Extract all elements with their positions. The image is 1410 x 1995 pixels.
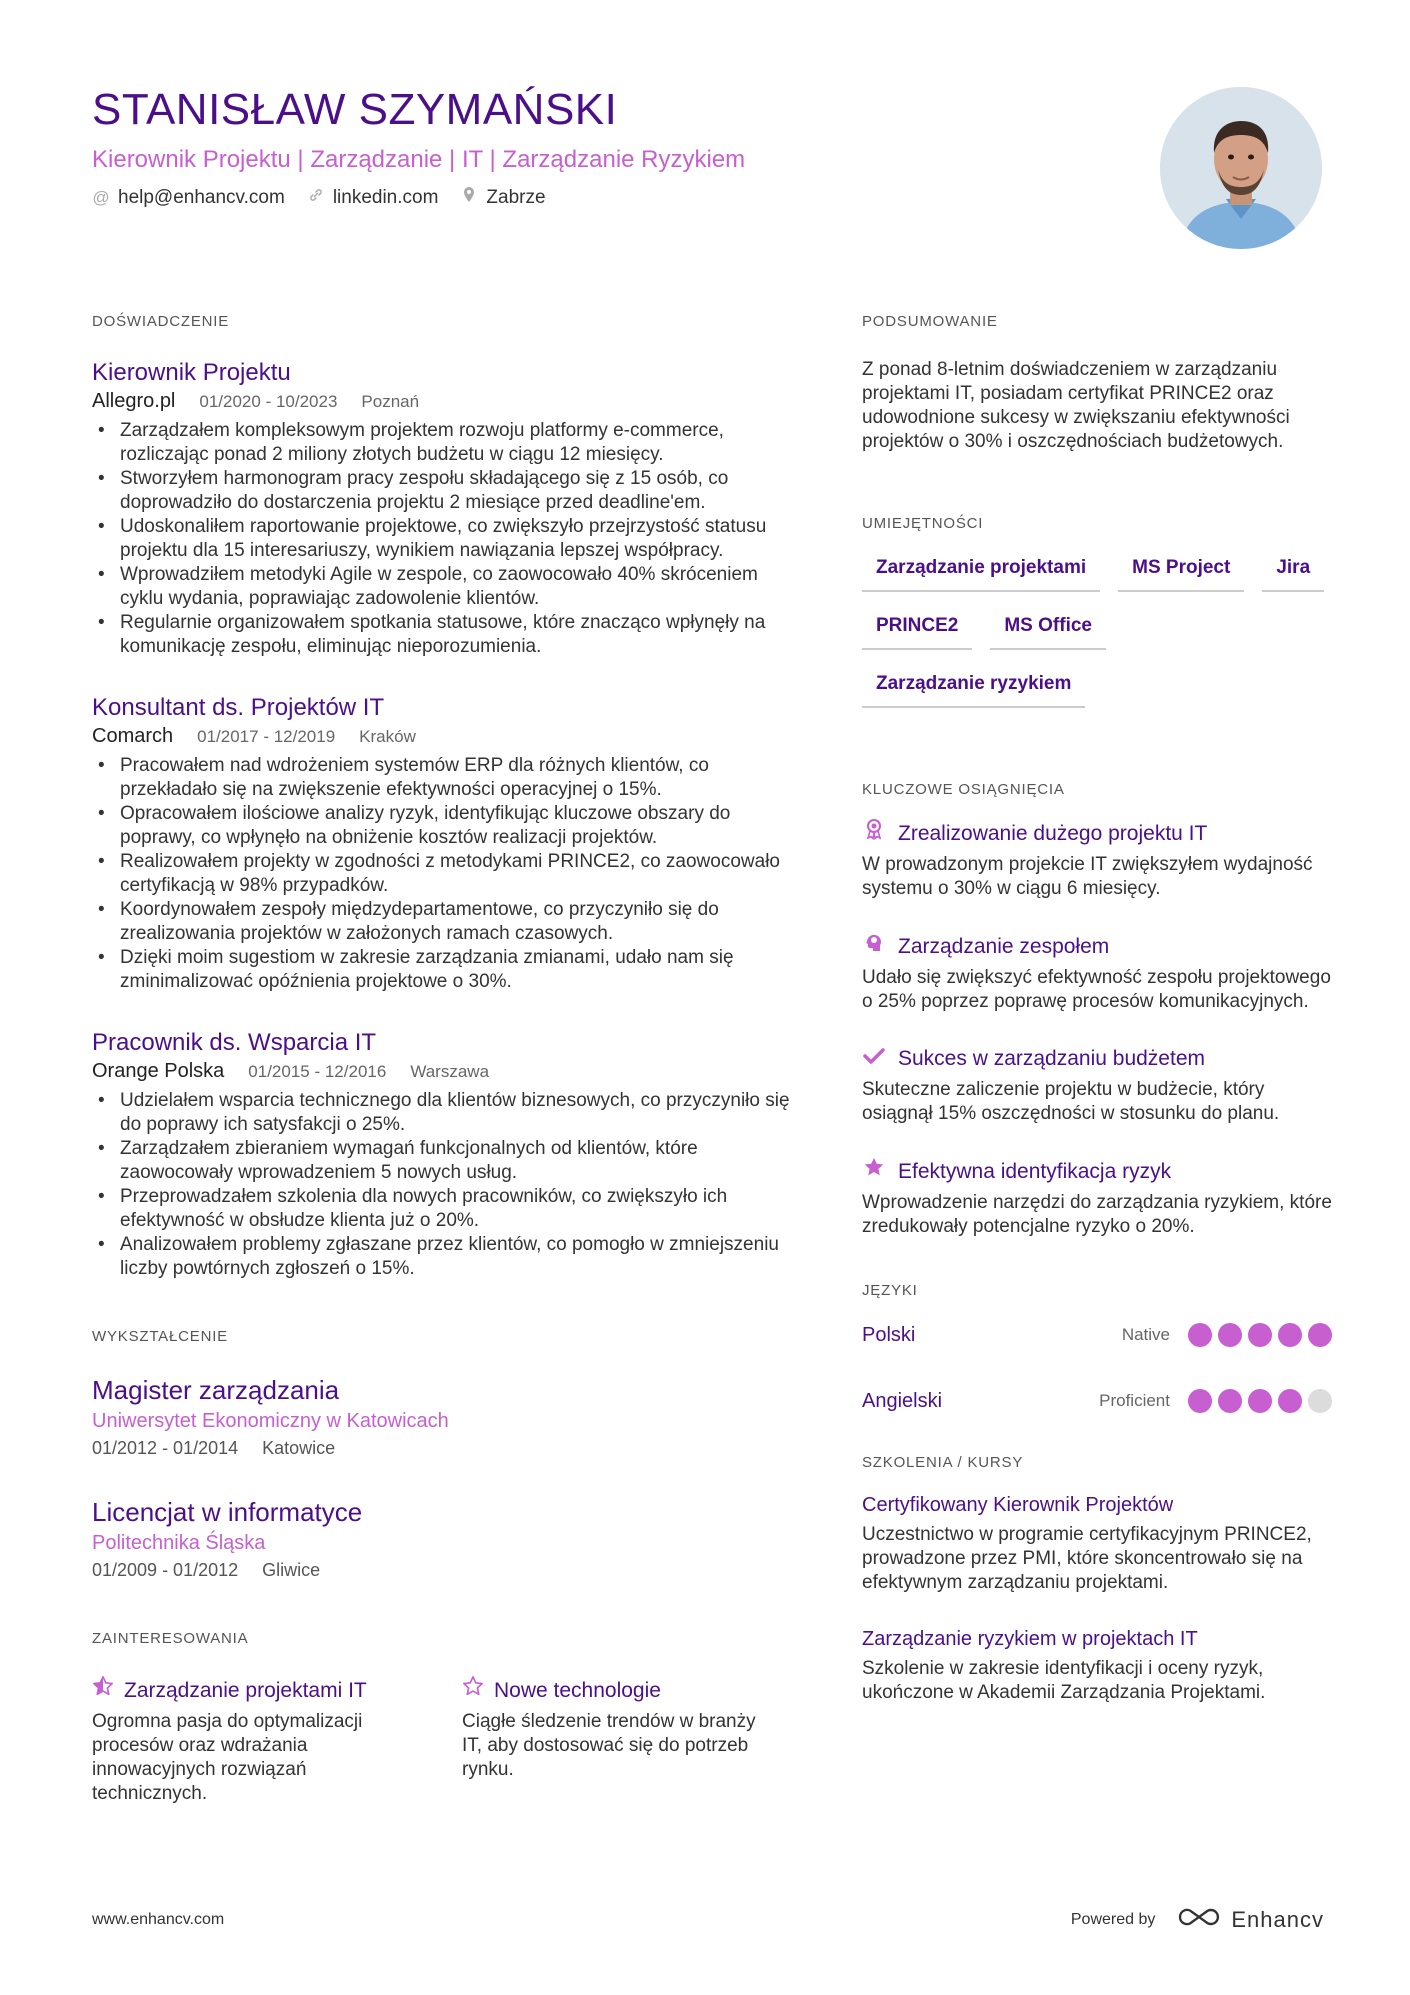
award-icon (862, 818, 886, 849)
course-desc: Szkolenie w zakresie identyfikacji i oceny ryzyk, ukończone w Akademii Zarządzania Projektami. (862, 1658, 1266, 1703)
interest-title: Nowe technologie (494, 1678, 661, 1702)
edu-school: Politechnika Śląska (92, 1532, 266, 1554)
achievement-item (862, 1044, 1332, 1126)
achievement-title: Zrealizowanie dużego projektu IT (898, 821, 1208, 845)
job-title: Konsultant ds. Projektów IT (92, 694, 385, 721)
at-icon: @ (92, 187, 110, 207)
left-column (92, 310, 792, 1850)
job-meta (92, 723, 792, 750)
brand-name: Enhancv (1231, 1907, 1324, 1932)
job-entry (92, 358, 792, 659)
interest-item (92, 1675, 402, 1806)
achievement-item (862, 931, 1332, 1014)
section-title-achievements: KLUCZOWE OSIĄGNIĘCIA (862, 781, 1065, 798)
edu-location: Katowice (262, 1438, 336, 1458)
course-item (862, 1491, 1332, 1595)
section-title-summary: PODSUMOWANIE (862, 313, 998, 330)
interest-title-row (92, 1675, 402, 1706)
achievements-section (862, 778, 1332, 1239)
bullet-item: • Realizowałem projekty w zgodności z metodykami PRINCE2, co zaowocowało certyfikacją w 98% przypadków. (92, 850, 792, 898)
skills-list (862, 548, 1332, 708)
education-section (92, 1325, 792, 1583)
job-location: Warszawa (410, 1062, 490, 1081)
right-column (862, 310, 1332, 1749)
language-rating (1188, 1389, 1332, 1413)
powered-by-text: Powered by (1070, 1911, 1156, 1928)
candidate-name: STANISŁAW SZYMAŃSKI (92, 85, 618, 134)
bullet-item: • Pracowałem nad wdrożeniem systemów ERP dla różnych klientów, co przekładało się na zwiększenie efektywności operacyjnej o 15%. (92, 754, 792, 802)
section-title-courses: SZKOLENIA / KURSY (862, 1454, 1024, 1471)
skill-tag: MS Project (1118, 548, 1244, 592)
edu-meta (92, 1557, 792, 1583)
bullet-item: • Dzięki moim sugestiom w zakresie zarządzania zmianami, udało nam się zminimalizować opóźnienia projektowe o 30%. (92, 946, 792, 994)
job-dates: 01/2020 - 10/2023 (199, 392, 338, 411)
language-name: Angielski (862, 1389, 943, 1412)
bullet-item: • Przeprowadzałem szkolenia dla nowych pracowników, co zwiększyło ich efektywność w obsłudze klienta już o 20%. (92, 1185, 792, 1233)
star-half-icon (92, 1675, 114, 1706)
bullet-item: • Regularnie organizowałem spotkania statusowe, które znacząco wpłynęły na komunikację zespołu, eliminując nieporozumienia. (92, 611, 792, 659)
section-title-experience: DOŚWIADCZENIE (92, 313, 230, 330)
rating-dot-empty (1308, 1389, 1332, 1413)
bullet-item: • Stworzyłem harmonogram pracy zespołu składającego się z 15 osób, co doprowadziło do dostarczenia projektu 2 miesiące przed deadline'em. (92, 467, 792, 515)
brand-logo (1177, 1905, 1324, 1935)
head-brain-icon (862, 931, 886, 962)
location-text: Zabrze (486, 186, 546, 208)
bullet-item: • Zarządzałem kompleksowym projektem rozwoju platformy e-commerce, rozliczając ponad 2 miliony złotych budżetu w ciągu 12 miesięcy. (92, 419, 792, 467)
rating-dot-filled (1248, 1323, 1272, 1347)
skill-tag: PRINCE2 (862, 606, 972, 650)
job-bullets (92, 419, 792, 659)
enhancv-logo-icon (1177, 1905, 1221, 1935)
edu-school: Uniwersytet Ekonomiczny w Katowicach (92, 1410, 449, 1432)
language-level: Native (1121, 1325, 1170, 1344)
section-title-education: WYKSZTAŁCENIE (92, 1328, 228, 1345)
footer (92, 1905, 1324, 1935)
course-title: Certyfikowany Kierownik Projektów (862, 1494, 1174, 1516)
language-level: Proficient (1099, 1391, 1170, 1410)
skill-tag: MS Office (990, 606, 1106, 650)
job-title: Kierownik Projektu (92, 359, 291, 386)
language-item (862, 1315, 1332, 1355)
course-title: Zarządzanie ryzykiem w projektach IT (862, 1628, 1198, 1650)
language-rating (1188, 1323, 1332, 1347)
interest-title: Zarządzanie projektami IT (124, 1678, 367, 1702)
star-icon (862, 1156, 886, 1187)
skill-tag: Zarządzanie ryzykiem (862, 664, 1085, 708)
education-entry (92, 1495, 792, 1583)
interest-title-row (462, 1675, 772, 1706)
section-title-languages: JĘZYKI (862, 1282, 918, 1299)
job-dates: 01/2017 - 12/2019 (197, 727, 336, 746)
achievement-desc: Skuteczne zaliczenie projektu w budżecie, który osiągnął 15% oszczędności w stosunku do planu. (862, 1079, 1280, 1124)
interest-desc: Ogromna pasja do optymalizacji procesów oraz wdrażania innowacyjnych rozwiązań technicznych. (92, 1711, 363, 1804)
link-icon (307, 187, 325, 208)
rating-dot-filled (1188, 1389, 1212, 1413)
location-pin-icon (460, 186, 478, 209)
skill-tag: Jira (1262, 548, 1324, 592)
education-entry (92, 1373, 792, 1461)
achievement-title-row (862, 931, 1332, 962)
job-title: Pracownik ds. Wsparcia IT (92, 1029, 377, 1056)
achievement-title-row (862, 1156, 1332, 1187)
checkmark-icon (862, 1044, 886, 1074)
footer-url[interactable]: www.enhancv.com (92, 1911, 225, 1928)
job-company: Allegro.pl (92, 390, 176, 412)
rating-dot-filled (1218, 1389, 1242, 1413)
bullet-item: • Udoskonaliłem raportowanie projektowe, co zwiększyło przejrzystość statusu projektu dla 15 interesariuszy, wynikiem nawiązania lepszej współpracy. (92, 515, 792, 563)
achievement-title: Sukces w zarządzaniu budżetem (898, 1047, 1205, 1070)
bullet-item: • Zarządzałem zbieraniem wymagań funkcjonalnych od klientów, które zaowocowały wprowadzeniem 5 nowych usług. (92, 1137, 792, 1185)
edu-location: Gliwice (262, 1560, 321, 1580)
interests-section (92, 1627, 792, 1806)
job-location: Poznań (361, 392, 420, 411)
email-text: help@enhancv.com (118, 186, 285, 208)
languages-section (862, 1279, 1332, 1421)
language-item (862, 1381, 1332, 1421)
bullet-item: • Wprowadziłem metodyki Agile w zespole, co zaowocowało 40% skróceniem cyklu wydania, poprawiając zadowolenie klientów. (92, 563, 792, 611)
job-company: Orange Polska (92, 1060, 225, 1082)
interests-list (92, 1675, 792, 1806)
linkedin-text: linkedin.com (332, 186, 439, 208)
bullet-item: • Koordynowałem zespoły międzydepartamentowe, co przyczyniło się do zrealizowania projektów w założonych ramach czasowych. (92, 898, 792, 946)
achievement-title: Zarządzanie zespołem (898, 934, 1110, 958)
edu-dates: 01/2012 - 01/2014 (92, 1438, 239, 1458)
rating-dot-filled (1278, 1389, 1302, 1413)
achievement-desc: W prowadzonym projekcie IT zwiększyłem wydajność systemu o 30% w ciągu 6 miesięcy. (862, 854, 1313, 899)
footer-branding (1071, 1905, 1324, 1935)
rating-dot-filled (1278, 1323, 1302, 1347)
achievement-desc: Wprowadzenie narzędzi do zarządzania ryzykiem, które zredukowały potencjalne ryzyko o 20%. (862, 1192, 1332, 1237)
course-item (862, 1625, 1332, 1705)
course-desc: Uczestnictwo w programie certyfikacyjnym PRINCE2, prowadzone przez PMI, które skoncentrowało się na efektywnym zarządzaniu projektami. (862, 1524, 1312, 1593)
language-name: Polski (862, 1323, 916, 1346)
bullet-item: • Analizowałem problemy zgłaszane przez klientów, co pomogło w zmniejszeniu liczby powtórnych zgłoszeń o 15%. (92, 1233, 792, 1281)
edu-meta (92, 1435, 792, 1461)
interest-item (462, 1675, 772, 1806)
star-outline-icon (462, 1675, 484, 1706)
job-location: Kraków (359, 727, 416, 746)
skills-section (862, 512, 1332, 708)
achievement-item (862, 818, 1332, 901)
achievement-item (862, 1156, 1332, 1239)
interest-desc: Ciągłe śledzenie trendów w branży IT, aby dostosować się do potrzeb rynku. (462, 1711, 756, 1780)
edu-dates: 01/2009 - 01/2012 (92, 1560, 239, 1580)
contact-linkedin[interactable] (307, 187, 439, 209)
job-company: Comarch (92, 725, 174, 747)
job-entry (92, 1028, 792, 1281)
courses-section (862, 1451, 1332, 1705)
bullet-item: • Opracowałem ilościowe analizy ryzyk, identyfikując kluczowe obszary do poprawy, co wpłynęło na obniżenie kosztów realizacji projektów. (92, 802, 792, 850)
job-bullets (92, 754, 792, 994)
header (92, 82, 1152, 209)
experience-section (92, 310, 792, 1281)
section-title-interests: ZAINTERESOWANIA (92, 1630, 249, 1647)
contact-email[interactable] (92, 187, 285, 209)
summary-text: Z ponad 8-letnim doświadczeniem w zarządzaniu projektami IT, posiadam certyfikat PRINCE2 oraz udowodnione sukcesy w zwiększaniu efektywności projektów o 30% i oszczędnościach budżetowych. (862, 359, 1290, 452)
job-dates: 01/2015 - 12/2016 (248, 1062, 387, 1081)
rating-dot-filled (1218, 1323, 1242, 1347)
job-meta (92, 388, 792, 415)
achievement-title-row (862, 1044, 1332, 1074)
candidate-title: Kierownik Projektu | Zarządzanie | IT | Zarządzanie Ryzykiem (92, 146, 746, 173)
edu-degree: Licencjat w informatyce (92, 1497, 363, 1527)
rating-dot-filled (1248, 1389, 1272, 1413)
bullet-item: • Udzielałem wsparcia technicznego dla klientów biznesowych, co przyczyniło się do poprawy ich satysfakcji o 25%. (92, 1089, 792, 1137)
job-entry (92, 693, 792, 994)
achievement-title-row (862, 818, 1332, 849)
section-title-skills: UMIEJĘTNOŚCI (862, 515, 984, 532)
job-bullets (92, 1089, 792, 1281)
skill-tag: Zarządzanie projektami (862, 548, 1100, 592)
job-meta (92, 1058, 792, 1085)
contact-row (92, 186, 1152, 209)
edu-degree: Magister zarządzania (92, 1375, 340, 1405)
profile-photo (1160, 87, 1322, 249)
contact-location (460, 186, 545, 209)
summary-section (862, 310, 1332, 454)
achievement-title: Efektywna identyfikacja ryzyk (898, 1159, 1172, 1183)
rating-dot-filled (1308, 1323, 1332, 1347)
achievement-desc: Udało się zwiększyć efektywność zespołu projektowego o 25% poprzez poprawę procesów komunikacyjnych. (862, 967, 1331, 1012)
rating-dot-filled (1188, 1323, 1212, 1347)
